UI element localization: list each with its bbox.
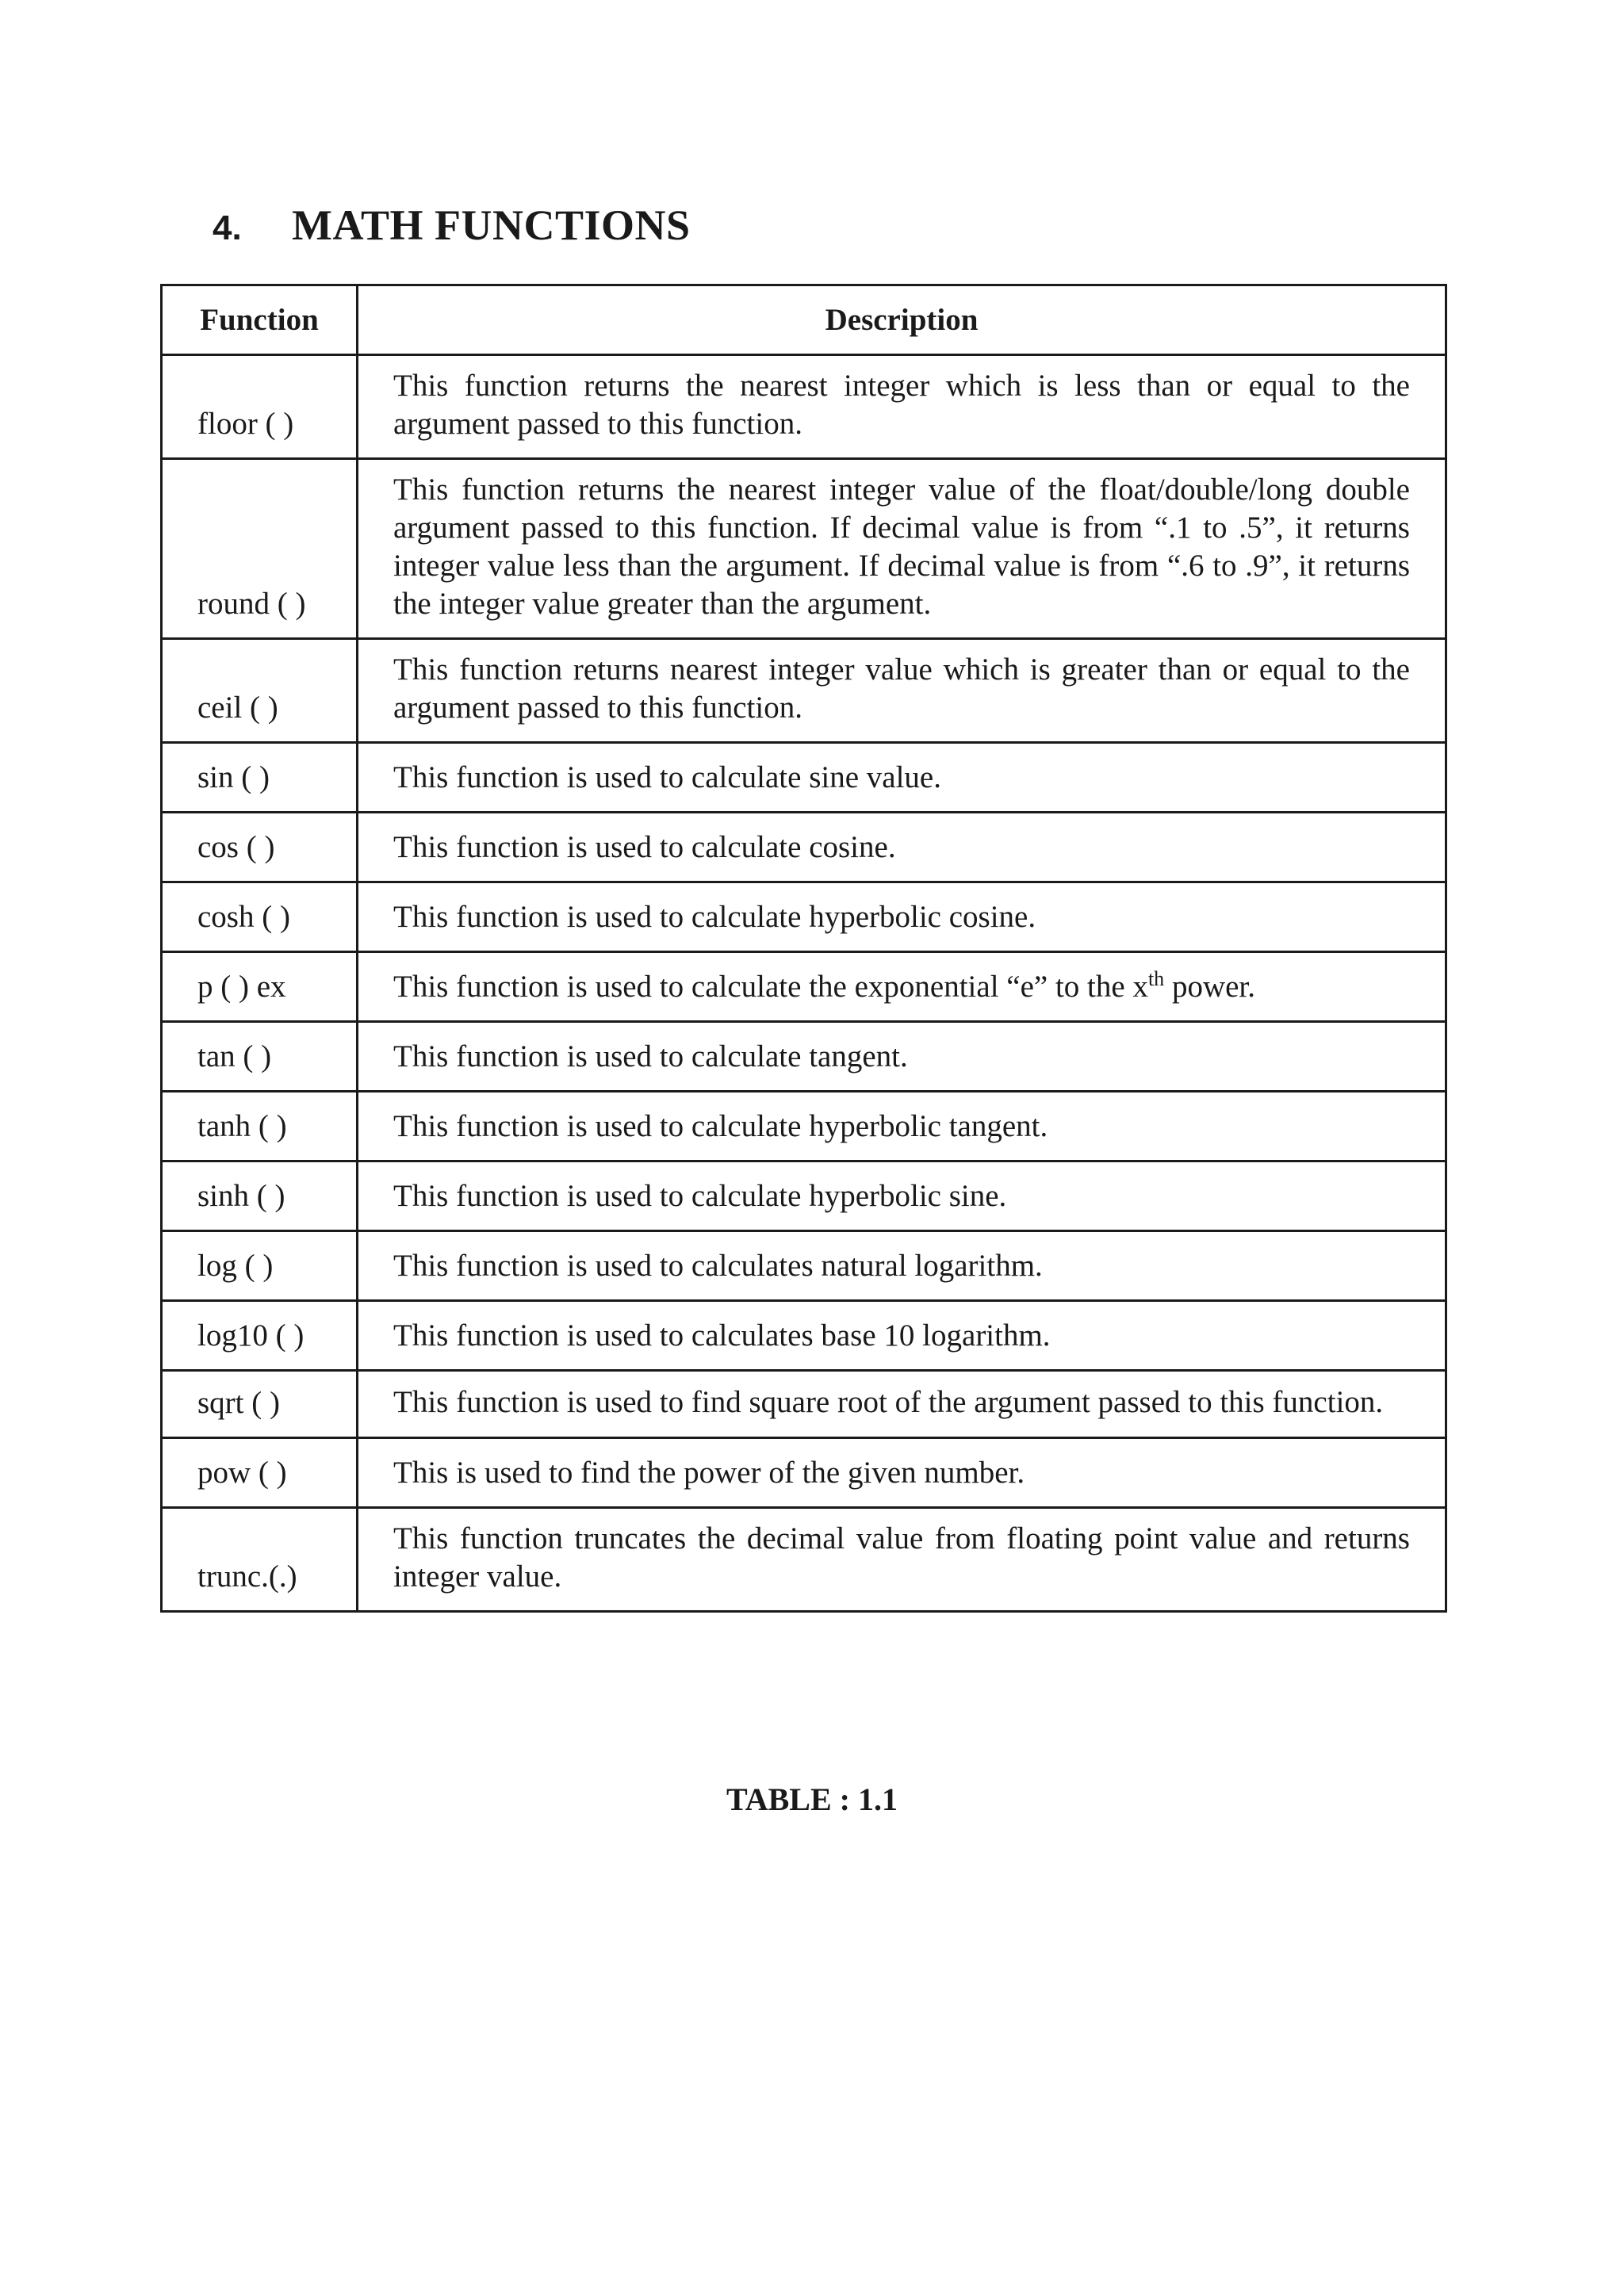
function-description: This function is used to calculate cosine.: [358, 813, 1446, 882]
function-name: trunc.(.): [162, 1508, 358, 1612]
table-row-log: [162, 1231, 1446, 1301]
function-description: [358, 952, 1446, 1022]
function-description: This function is used to calculate sine value.: [358, 743, 1446, 813]
superscript-th: th: [1147, 966, 1165, 990]
table-row-floor: [162, 355, 1446, 459]
function-description: This function is used to calculate hyperbolic cosine.: [358, 882, 1446, 952]
table-row-cosh: [162, 882, 1446, 952]
function-name: sinh ( ): [162, 1161, 358, 1231]
function-name: log10 ( ): [162, 1301, 358, 1371]
table-row-exp: [162, 952, 1446, 1022]
function-name: log ( ): [162, 1231, 358, 1301]
heading-number: 4.: [213, 209, 242, 247]
heading-title: MATH FUNCTIONS: [292, 201, 691, 249]
table-row-round: [162, 459, 1446, 639]
function-description: This function is used to calculate hyperbolic sine.: [358, 1161, 1446, 1231]
math-functions-table: [160, 284, 1447, 1613]
function-name: round ( ): [162, 459, 358, 639]
function-name: pow ( ): [162, 1438, 358, 1508]
function-description: This function is used to calculate tangent.: [358, 1022, 1446, 1092]
function-description: This function returns nearest integer value which is greater than or equal to the argument passed to this function.: [358, 639, 1446, 743]
function-description: This function truncates the decimal value from floating point value and returns integer value.: [358, 1508, 1446, 1612]
function-description: This function is used to calculates natural logarithm.: [358, 1231, 1446, 1301]
page-heading: [213, 193, 691, 260]
function-name: sqrt ( ): [162, 1371, 358, 1438]
function-column-header: Function: [162, 285, 358, 355]
description-suffix: power.: [1164, 969, 1255, 1004]
table-header-row: [162, 285, 1446, 355]
table-row-sin: [162, 743, 1446, 813]
function-name: floor ( ): [162, 355, 358, 459]
function-description: This function is used to find square root of the argument passed to this function.: [358, 1371, 1446, 1438]
function-description: This function is used to calculates base 10 logarithm.: [358, 1301, 1446, 1371]
function-description: This function is used to calculate hyperbolic tangent.: [358, 1092, 1446, 1161]
table-caption: TABLE : 1.1: [726, 1781, 898, 1817]
function-name: cos ( ): [162, 813, 358, 882]
table-row-log10: [162, 1301, 1446, 1371]
table-row-cos: [162, 813, 1446, 882]
function-name: tan ( ): [162, 1022, 358, 1092]
function-description: This function returns the nearest integer which is less than or equal to the argument passed to this function.: [358, 355, 1446, 459]
table-row-sinh: [162, 1161, 1446, 1231]
table-row-tan: [162, 1022, 1446, 1092]
function-name: sin ( ): [162, 743, 358, 813]
table-row-trunc: [162, 1508, 1446, 1612]
function-name: cosh ( ): [162, 882, 358, 952]
table-row-sqrt: [162, 1371, 1446, 1438]
function-name: ceil ( ): [162, 639, 358, 743]
description-column-header: Description: [358, 285, 1446, 355]
function-name: tanh ( ): [162, 1092, 358, 1161]
table-row-tanh: [162, 1092, 1446, 1161]
description-text: This function is used to calculate the exponential “e” to the x: [393, 969, 1148, 1004]
function-description: This is used to find the power of the given number.: [358, 1438, 1446, 1508]
function-name: p ( ) ex: [162, 952, 358, 1022]
table-row-pow: [162, 1438, 1446, 1508]
function-description: This function returns the nearest integer value of the float/double/long double argument passed to this function. If decimal value is from “.1 to .5”, it returns integer value less than the argument. If decimal value is from “.6 to .9”, it returns the integer value greater than the argument.: [358, 459, 1446, 639]
table-row-ceil: [162, 639, 1446, 743]
